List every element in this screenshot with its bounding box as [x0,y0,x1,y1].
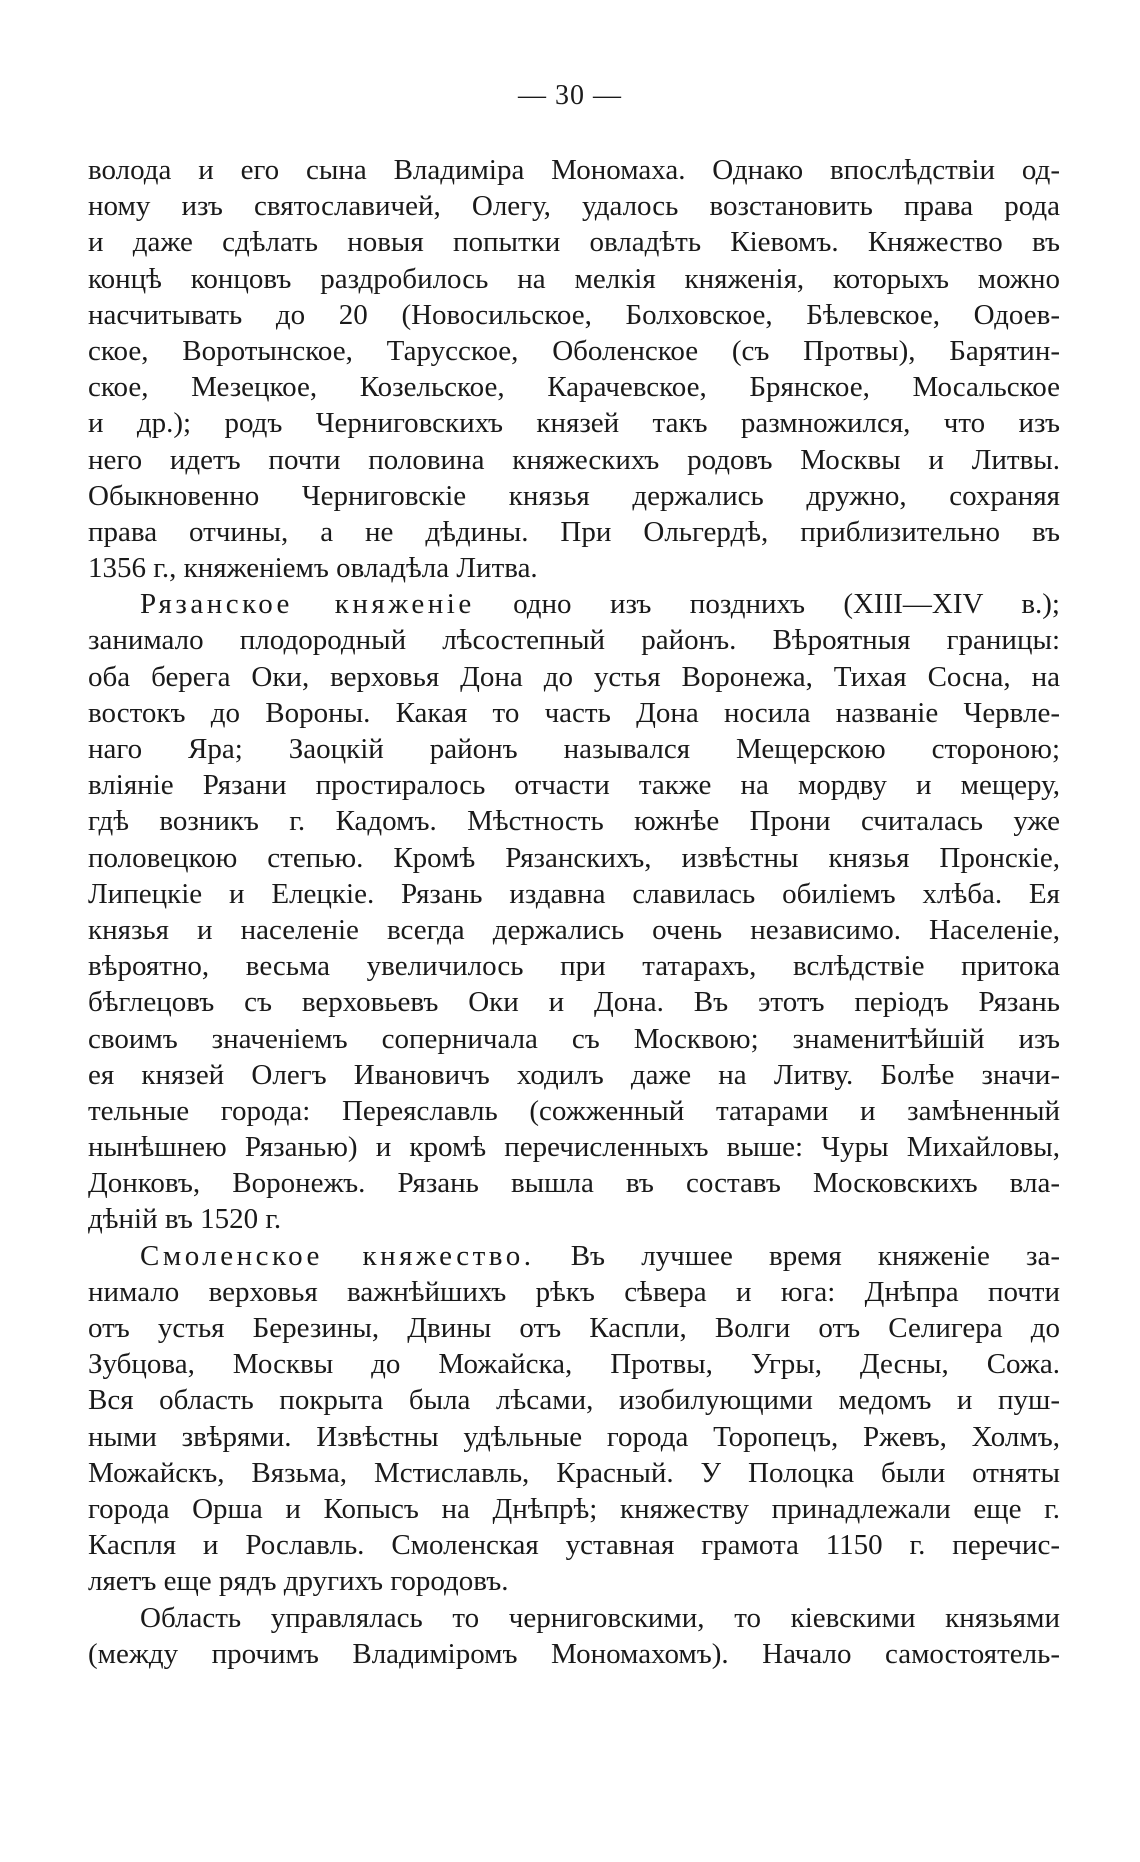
text-fragment: одно изъ позднихъ (XIII—XIV в.); [474,588,1060,621]
text-line: Зубцова, Москвы до Можайска, Протвы, Угры, Десны, Сожа. [88,1348,1060,1381]
text-line: ея князей Олегъ Ивановичъ ходилъ даже на Литву. Болѣе значи- [88,1058,1060,1091]
text-fragment: Въ лучшее время княженіе за- [534,1239,1060,1272]
text-line: вѣроятно, весьма увеличилось при татарахъ, вслѣдствіе притока [88,950,1060,983]
text-line: князья и населеніе всегда держались очень независимо. Населеніе, [88,913,1060,946]
section-heading-ryazan: Рязанское княженіе [140,588,475,621]
text-line: ными звѣрями. Извѣстны удѣльные города Торопецъ, Ржевъ, Холмъ, [88,1420,1060,1453]
text-line: Каспля и Рославль. Смоленская уставная грамота 1150 г. перечис- [88,1529,1060,1562]
text-line: ному изъ святославичей, Олегу, удалось возстановить права рода [88,190,1060,223]
text-line: половецкою степью. Кромѣ Рязанскихъ, извѣстны князья Пронскіе, [88,841,1060,874]
text-line: ское, Воротынское, Тарусское, Оболенское (съ Протвы), Барятин- [88,334,1060,367]
paragraph-first-line [88,1238,1060,1274]
text-line: Вся область покрыта была лѣсами, изобилующими медомъ и пуш- [88,1384,1060,1417]
text-line: ское, Мезецкое, Козельское, Карачевское, Брянское, Мосальское [88,371,1060,404]
body-text [88,152,1060,1672]
text-line: Донковъ, Воронежъ. Рязань вышла въ составъ Московскихъ вла- [88,1167,1060,1200]
paragraph-administration [88,1600,1060,1672]
text-line: тельные города: Переяславль (сожженный татарами и замѣненный [88,1094,1060,1127]
text-line: (между прочимъ Владиміромъ Мономахомъ). Начало самостоятель- [88,1637,1060,1670]
paragraph-first-line [88,586,1060,622]
text-line: наго Яра; Заоцкій районъ назывался Мещерскою стороною; [88,733,1060,765]
paragraph-smolensk [88,1238,1060,1600]
section-heading-smolensk: Смоленское княжество. [140,1239,535,1272]
text-line: востокъ до Вороны. Какая то часть Дона носила названіе Червле- [88,696,1060,729]
text-line: нимало верховья важнѣйшихъ рѣкъ сѣвера и юга: Днѣпра почти [88,1275,1060,1308]
text-line: ляетъ еще рядъ другихъ городовъ. [88,1565,509,1598]
text-line: гдѣ возникъ г. Кадомъ. Мѣстность южнѣе Прони считалась уже [88,805,1060,838]
text-line: Можайскъ, Вязьма, Мстиславль, Красный. У Полоцка были отняты [88,1456,1060,1489]
text-line: волода и его сына Владиміра Мономаха. Однако впослѣдствіи од- [88,154,1060,186]
text-line: своимъ значеніемъ соперничала съ Москвою; знаменитѣйшій изъ [88,1022,1060,1055]
text-line: вліяніе Рязани простиралось отчасти также на мордву и мещеру, [88,769,1060,802]
text-line: оба берега Оки, верховья Дона до устья Воронежа, Тихая Сосна, на [88,660,1060,693]
paragraph-ryazan [88,586,1060,1237]
text-line: отъ устья Березины, Двины отъ Каспли, Волги отъ Селигера до [88,1312,1060,1344]
text-line: бѣглецовъ съ верховьевъ Оки и Дона. Въ этотъ періодъ Рязань [88,986,1060,1019]
paragraph-chernigov [88,152,1060,586]
page-number: — 30 — [518,80,622,111]
text-line: и даже сдѣлать новыя попытки овладѣть Кіевомъ. Княжество въ [88,226,1060,259]
text-line: дѣній въ 1520 г. [88,1203,282,1236]
text-line: занимало плодородный лѣсостепный районъ. Вѣроятныя границы: [88,624,1060,657]
text-line: города Орша и Копысъ на Днѣпрѣ; княжеству принадлежали еще г. [88,1492,1060,1525]
text-line: Липецкіе и Елецкіе. Рязань издавна славилась обиліемъ хлѣба. Ея [88,877,1060,910]
text-line: и др.); родъ Черниговскихъ князей такъ размножился, что изъ [88,407,1060,440]
text-line: него идетъ почти половина княжескихъ родовъ Москвы и Литвы. [88,443,1060,476]
text-line: насчитывать до 20 (Новосильское, Болховское, Бѣлевское, Одоев- [88,298,1060,331]
text-line: права отчины, а не дѣдины. При Ольгердѣ, приблизительно въ [88,515,1060,548]
text-line: нынѣшнею Рязанью) и кромѣ перечисленныхъ выше: Чуры Михайловы, [88,1131,1060,1164]
paragraph-first-line: Область управлялась то черниговскими, то кіевскими князьями [140,1601,1060,1634]
text-line: Обыкновенно Черниговскіе князья держались дружно, сохраняя [88,479,1060,512]
text-line: 1356 г., княженіемъ овладѣла Литва. [88,552,538,585]
text-line: концѣ концовъ раздробилось на мелкія княженія, которыхъ можно [88,262,1060,295]
